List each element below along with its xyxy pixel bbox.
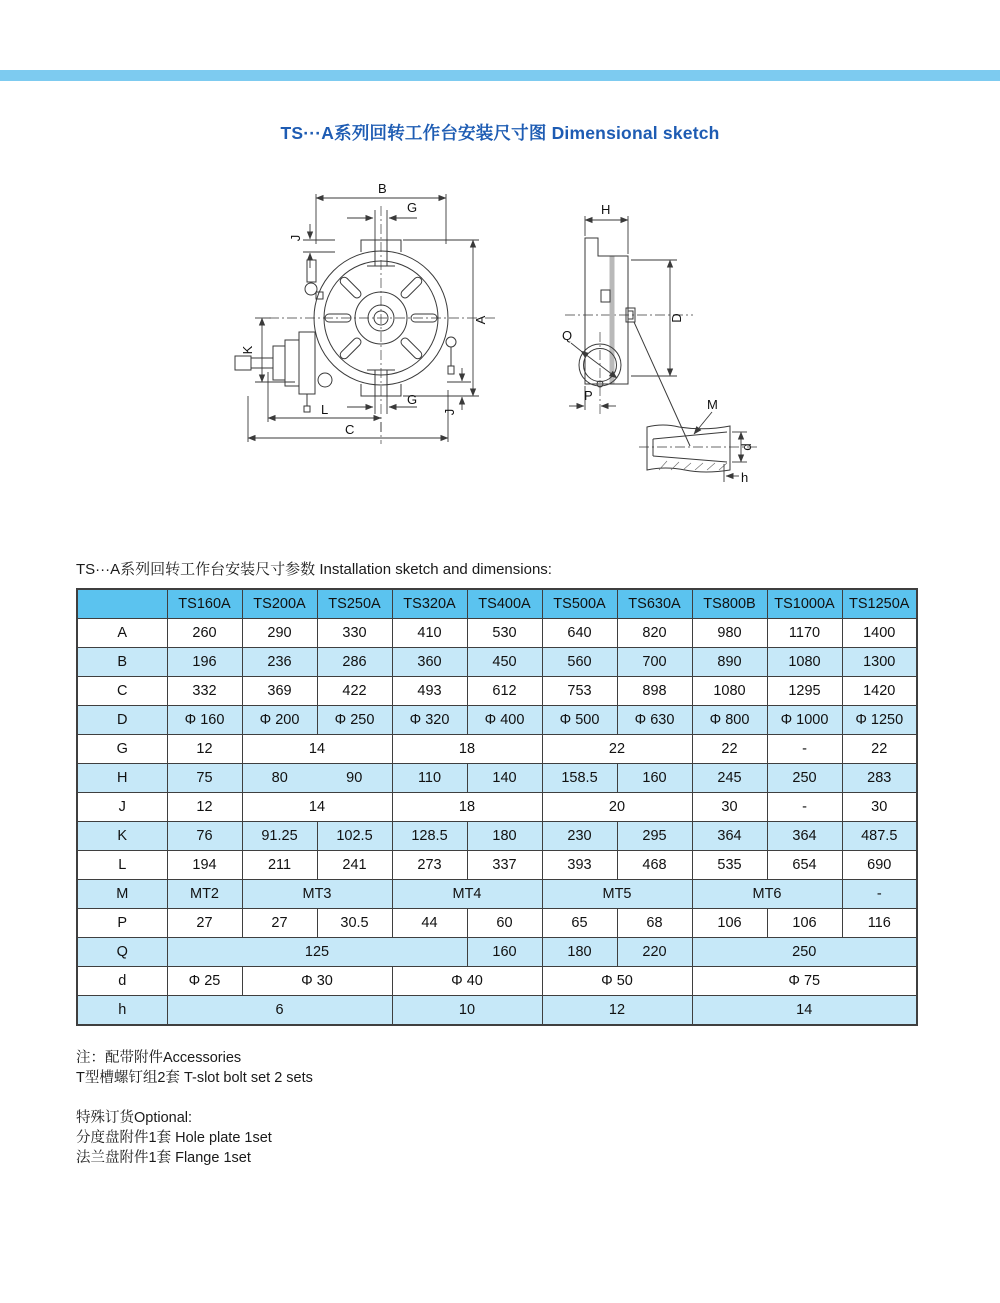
side-view	[565, 238, 693, 446]
data-cell: -	[767, 735, 842, 764]
table-row-D	[77, 706, 917, 735]
data-cell: Φ 400	[467, 706, 542, 735]
data-cell: 68	[617, 909, 692, 938]
data-cell: 493	[392, 677, 467, 706]
data-cell: Φ 630	[617, 706, 692, 735]
data-cell: 30.5	[317, 909, 392, 938]
dimensions-table	[76, 588, 918, 1026]
data-cell: 980	[692, 619, 767, 648]
table-row-G	[77, 735, 917, 764]
table-row-J	[77, 793, 917, 822]
note-optional-item1: 分度盘附件1套 Hole plate 1set	[76, 1130, 272, 1146]
row-label-h: h	[77, 996, 167, 1026]
data-cell: Φ 1250	[842, 706, 917, 735]
row-label-P: P	[77, 909, 167, 938]
row-label-Q: Q	[77, 938, 167, 967]
data-cell: 27	[242, 909, 317, 938]
top-accent-bar	[0, 70, 1000, 81]
data-cell: 337	[467, 851, 542, 880]
data-cell: 196	[167, 648, 242, 677]
data-cell: -	[842, 880, 917, 909]
data-cell: 180	[542, 938, 617, 967]
column-header-ts1000a: TS1000A	[767, 589, 842, 619]
data-cell: 1170	[767, 619, 842, 648]
note-accessories-item: T型槽螺钉组2套 T-slot bolt set 2 sets	[76, 1070, 313, 1086]
data-cell: 241	[317, 851, 392, 880]
data-cell: 286	[317, 648, 392, 677]
column-header-ts160a: TS160A	[167, 589, 242, 619]
data-cell: 364	[692, 822, 767, 851]
data-cell: 30	[842, 793, 917, 822]
data-cell: 14	[692, 996, 917, 1026]
data-cell: 80	[242, 764, 317, 793]
data-cell: Φ 320	[392, 706, 467, 735]
data-cell: 106	[767, 909, 842, 938]
data-cell: 65	[542, 909, 617, 938]
data-cell: Φ 75	[692, 967, 917, 996]
data-cell: 160	[617, 764, 692, 793]
row-label-M: M	[77, 880, 167, 909]
data-cell: 44	[392, 909, 467, 938]
table-row-M	[77, 880, 917, 909]
data-cell: Φ 160	[167, 706, 242, 735]
row-label-G: G	[77, 735, 167, 764]
data-cell: 273	[392, 851, 467, 880]
dim-label-m: M	[707, 397, 718, 412]
note-accessories-heading: 注：配带附件Accessories	[76, 1050, 242, 1066]
data-cell: -	[767, 793, 842, 822]
dim-label-g-bottom: G	[407, 392, 418, 407]
data-cell: 194	[167, 851, 242, 880]
data-cell: Φ 250	[317, 706, 392, 735]
data-cell: 260	[167, 619, 242, 648]
table-row-B	[77, 648, 917, 677]
data-cell: 180	[467, 822, 542, 851]
data-cell: 1295	[767, 677, 842, 706]
data-cell: 102.5	[317, 822, 392, 851]
data-cell: 360	[392, 648, 467, 677]
data-cell: 22	[692, 735, 767, 764]
dim-label-j-bottom: J	[442, 408, 457, 416]
data-cell: 422	[317, 677, 392, 706]
data-cell: 22	[842, 735, 917, 764]
data-cell: 245	[692, 764, 767, 793]
data-cell: Φ 800	[692, 706, 767, 735]
table-row-L	[77, 851, 917, 880]
data-cell: 393	[542, 851, 617, 880]
row-label-L: L	[77, 851, 167, 880]
dim-label-l: L	[321, 402, 329, 417]
table-row-P	[77, 909, 917, 938]
data-cell: Φ 50	[542, 967, 692, 996]
column-header-ts320a: TS320A	[392, 589, 467, 619]
data-cell: 160	[467, 938, 542, 967]
data-cell: Φ 500	[542, 706, 617, 735]
note-optional-heading: 特殊订货Optional:	[76, 1110, 193, 1126]
notes-block	[76, 1048, 313, 1168]
data-cell: 332	[167, 677, 242, 706]
data-cell: 236	[242, 648, 317, 677]
dim-label-b: B	[378, 181, 387, 196]
data-cell: 110	[392, 764, 467, 793]
data-cell: 1400	[842, 619, 917, 648]
data-cell: 450	[467, 648, 542, 677]
data-cell: 640	[542, 619, 617, 648]
data-cell: 12	[167, 735, 242, 764]
row-label-J: J	[77, 793, 167, 822]
data-cell: MT6	[692, 880, 842, 909]
data-cell: 91.25	[242, 822, 317, 851]
data-cell: 106	[692, 909, 767, 938]
dim-label-d-diameter: D	[669, 313, 684, 323]
row-label-D: D	[77, 706, 167, 735]
data-cell: 820	[617, 619, 692, 648]
dim-label-d-bore: d	[739, 443, 754, 451]
data-cell: 27	[167, 909, 242, 938]
data-cell: Φ 200	[242, 706, 317, 735]
column-header-ts400a: TS400A	[467, 589, 542, 619]
data-cell: 18	[392, 735, 542, 764]
dimensional-sketch	[215, 180, 775, 490]
data-cell: 10	[392, 996, 542, 1026]
dim-label-j-top: J	[288, 234, 303, 242]
table-caption: TS···A系列回转工作台安装尺寸参数 Installation sketch and dimensions:	[76, 561, 552, 578]
dimension-labels	[240, 181, 754, 485]
data-cell: 612	[467, 677, 542, 706]
data-cell: 410	[392, 619, 467, 648]
data-cell: 535	[692, 851, 767, 880]
table-row-d	[77, 967, 917, 996]
data-cell: 76	[167, 822, 242, 851]
column-header-ts630a: TS630A	[617, 589, 692, 619]
note-optional-item2: 法兰盘附件1套 Flange 1set	[76, 1150, 251, 1166]
data-cell: 12	[167, 793, 242, 822]
data-cell: 1080	[692, 677, 767, 706]
table-row-A	[77, 619, 917, 648]
dim-label-k: K	[240, 345, 255, 355]
data-cell: 22	[542, 735, 692, 764]
data-cell: 1080	[767, 648, 842, 677]
data-cell: 18	[392, 793, 542, 822]
data-cell: 125	[167, 938, 467, 967]
column-header-ts1250a: TS1250A	[842, 589, 917, 619]
data-cell: 369	[242, 677, 317, 706]
dim-label-a: A	[473, 315, 488, 325]
data-cell: 90	[317, 764, 392, 793]
data-cell: 220	[617, 938, 692, 967]
data-cell: 211	[242, 851, 317, 880]
data-cell: 530	[467, 619, 542, 648]
row-label-C: C	[77, 677, 167, 706]
dim-label-c: C	[345, 422, 355, 437]
table-row-h	[77, 996, 917, 1026]
dim-label-g-top: G	[407, 200, 418, 215]
table-row-K	[77, 822, 917, 851]
data-cell: Φ 40	[392, 967, 542, 996]
data-cell: 898	[617, 677, 692, 706]
data-cell: 60	[467, 909, 542, 938]
data-cell: 20	[542, 793, 692, 822]
data-cell: MT3	[242, 880, 392, 909]
data-cell: 690	[842, 851, 917, 880]
table-row-Q	[77, 938, 917, 967]
dim-label-h-bore: h	[741, 470, 749, 485]
dim-label-p: P	[584, 388, 593, 403]
column-header-ts200a: TS200A	[242, 589, 317, 619]
data-cell: 295	[617, 822, 692, 851]
data-cell: 30	[692, 793, 767, 822]
data-cell: 753	[542, 677, 617, 706]
data-cell: 700	[617, 648, 692, 677]
row-label-K: K	[77, 822, 167, 851]
data-cell: 1300	[842, 648, 917, 677]
data-cell: 654	[767, 851, 842, 880]
data-cell: 14	[242, 735, 392, 764]
table-row-H	[77, 764, 917, 793]
row-label-H: H	[77, 764, 167, 793]
data-cell: MT2	[167, 880, 242, 909]
data-cell: 158.5	[542, 764, 617, 793]
sketch-svg	[215, 180, 775, 490]
data-cell: Φ 25	[167, 967, 242, 996]
page-title: TS···A系列回转工作台安装尺寸图 Dimensional sketch	[280, 123, 720, 143]
data-cell: 250	[692, 938, 917, 967]
data-cell: 1420	[842, 677, 917, 706]
column-header-ts250a: TS250A	[317, 589, 392, 619]
front-view	[235, 206, 497, 444]
data-cell: 6	[167, 996, 392, 1026]
data-cell: Φ 30	[242, 967, 392, 996]
data-cell: 487.5	[842, 822, 917, 851]
column-header-ts800b: TS800B	[692, 589, 767, 619]
data-cell: 128.5	[392, 822, 467, 851]
data-cell: Φ 1000	[767, 706, 842, 735]
notes-gap	[76, 1088, 313, 1108]
row-label-A: A	[77, 619, 167, 648]
data-cell: 14	[242, 793, 392, 822]
dim-label-h-top: H	[601, 202, 611, 217]
data-cell: MT5	[542, 880, 692, 909]
row-label-B: B	[77, 648, 167, 677]
data-cell: 364	[767, 822, 842, 851]
data-cell: 250	[767, 764, 842, 793]
data-cell: 290	[242, 619, 317, 648]
data-cell: 890	[692, 648, 767, 677]
row-label-d: d	[77, 967, 167, 996]
data-cell: 75	[167, 764, 242, 793]
column-header-ts500a: TS500A	[542, 589, 617, 619]
data-cell: 12	[542, 996, 692, 1026]
data-cell: 230	[542, 822, 617, 851]
data-cell: 140	[467, 764, 542, 793]
data-cell: 116	[842, 909, 917, 938]
data-cell: 560	[542, 648, 617, 677]
dim-label-q: Q	[562, 328, 573, 343]
data-cell: 283	[842, 764, 917, 793]
table-corner-cell	[77, 589, 167, 619]
table-row-C	[77, 677, 917, 706]
data-cell: 330	[317, 619, 392, 648]
data-cell: MT4	[392, 880, 542, 909]
data-cell: 468	[617, 851, 692, 880]
